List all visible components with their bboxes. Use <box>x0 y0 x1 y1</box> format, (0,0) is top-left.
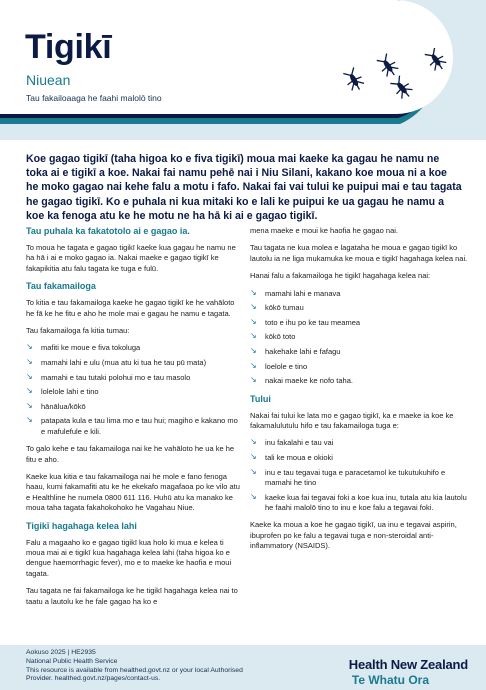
list-item: ↘ kōkō toto <box>250 331 296 342</box>
paragraph: Hanai falu a fakamailoga he tigikī hagahaga kelea nai: <box>250 271 431 281</box>
symptoms-list <box>26 343 244 437</box>
list-item: ↘ mamahi lahi e manava <box>250 287 341 298</box>
tagline: Tau fakailoaaga he faahi malolō tino <box>26 93 162 103</box>
paragraph: mena maeke e moui ke haofia he gagao nai. <box>250 226 399 235</box>
arrow-icon: ↘ <box>26 386 33 396</box>
list-item: ↘ mamahi e tau tutaki polohui mo e tau masolo <box>26 371 191 382</box>
paragraph: Kaeke kua kitia e tau fakamailoga nai he mole e fano fenoga haau, kumi fakamafiti atu ke he ekekafo magafaoa po ke vilo atu e Healthline he numela 0800 611 116. Huhū atu ka manako ke moua taha tagata fakahokohoko he Vagahau Niue. <box>26 472 240 513</box>
list-item: ↘ tali ke moua e okioki <box>250 452 333 462</box>
paragraph: Tau fakamailoga fa kitia tumau: <box>26 326 130 336</box>
arrow-icon: ↘ <box>250 437 257 447</box>
brand-logo-maori: Te Whatu Ora <box>351 673 429 687</box>
arrow-icon: ↘ <box>26 400 33 410</box>
list-item: ↘ loelole e tino <box>250 360 308 371</box>
footer-org: National Public Health Service <box>26 657 118 665</box>
footer-availability: This resource is available from healthed.govt.nz or your local Authorised <box>26 666 243 674</box>
severe-symptoms-list <box>250 289 470 387</box>
list-item: ↘ lolelole lahi e tino <box>26 386 99 397</box>
treatment-list <box>250 438 470 513</box>
arrow-icon: ↘ <box>250 287 257 297</box>
footer-contact: Provider. healthed.govt.nz/pages/contact-us. <box>26 675 161 683</box>
list-item: ↘ inu fakalahi e tau vai <box>250 437 334 448</box>
paragraph: Tau tagata ne fai fakamailoga ke he tigikī hagahaga kelea nai to taatu a lautolu ke he fale gagao ha ko e <box>26 586 238 606</box>
list-item: ↘ hakehake lahi e fafagu <box>250 346 341 356</box>
header-banner <box>0 0 486 140</box>
footer <box>0 645 486 690</box>
arrow-icon: ↘ <box>250 452 257 461</box>
footer-info <box>26 649 243 684</box>
arrow-icon: ↘ <box>250 316 257 326</box>
section-heading-transmission: Tau puhala ka fakatotolo ai e gagao ia. <box>26 226 190 236</box>
mosquito-icon <box>340 48 450 110</box>
arrow-icon: ↘ <box>250 331 257 341</box>
left-column <box>26 226 244 614</box>
paragraph: Falu a magaaho ko e gagao tigikī kua holo ki mua e kelea ti moua mai ai e tigikī kua hagahaga kelea lahi (taha higoa ko e dengue haemorrhagic fever), mo e to maeke ke haofia e moui tagata. <box>26 537 232 578</box>
arrow-icon: ↘ <box>250 346 257 355</box>
list-item: ↘ toto e ihu po ke tau meamea <box>250 316 361 327</box>
list-item: ↘ nakai maeke ke nofo taha. <box>250 375 353 386</box>
arrow-icon: ↘ <box>250 466 257 476</box>
list-item: ↘ inu e tau tegavai tuga e paracetamol ke tukutukuhifo e mamahi he tino <box>250 466 446 487</box>
arrow-icon: ↘ <box>250 360 257 370</box>
paragraph: Kaeke ka moua a koe he gagao tigikī, ua inu e tegavai aspirin, ibuprofen po ke falu a tegavai tuga e non-steroidal anti-inflammatory (NSAIDS). <box>250 520 457 551</box>
arrow-icon: ↘ <box>250 491 257 501</box>
paragraph: To galo kehe e tau fakamailoga nai ke he vahāloto he ua ke he fitu e aho. <box>26 444 235 464</box>
list-item: ↘ kaeke kua fai tegavai foki a koe kua inu, tutala atu kia lautolu he faahi malolō tino to inu e koe falu a tegavai foki. <box>250 491 467 512</box>
arrow-icon: ↘ <box>250 302 257 312</box>
footer-date-code: Aokuso 2025 | HE2935 <box>26 649 96 656</box>
right-column <box>250 226 470 559</box>
arrow-icon: ↘ <box>26 371 33 381</box>
section-heading-treatment: Tului <box>250 393 271 404</box>
arrow-icon: ↘ <box>250 375 257 385</box>
section-heading-severe-dengue: Tigikī hagahaga kelea lahi <box>26 520 137 531</box>
arrow-icon: ↘ <box>26 357 33 367</box>
list-item: ↘ mafiti ke moue e fiva tokoluga <box>26 342 141 353</box>
list-item: ↘ kōkō tumau <box>250 302 304 313</box>
page-title: Tigikī <box>25 28 112 66</box>
arrow-icon: ↘ <box>26 342 33 352</box>
paragraph: To kitia e tau fakamailoga kaeke he gagao tigikī ke he vahāloto he fā ke he fitu e aho he mole mai e gagau he namu e tagata. <box>26 298 235 318</box>
language-label: Niuean <box>26 72 71 88</box>
list-item: ↘ hānālua/kōkō <box>26 400 86 411</box>
arrow-icon: ↘ <box>26 415 33 425</box>
section-heading-symptoms: Tau fakamailoga <box>26 281 96 292</box>
paragraph: Nakai fai tului ke lata mo e gagao tigikī, ka e maeke ia koe ke fakamalulutulu hifo e tau fakamailoga tuga e: <box>250 410 454 430</box>
list-item: ↘ mamahi lahi e ulu (mua atu ki tua he tau pū mata) <box>26 357 207 368</box>
paragraph: To moua he tagata e gagao tigikī kaeke kua gagau he namu ne ha hā i ai e moko gagao ia. Nakai maeke e gagao tigikī ke fakapikitia atu falu tagata ke tuga e fulū. <box>26 243 236 273</box>
brand-logo-english: Health New Zealand <box>348 657 468 672</box>
list-item: ↘ patapata kula e tau lima mo e tau hui; magiho e kakano mo e mafulefule e kili. <box>26 415 238 436</box>
intro-paragraph: Koe gagao tigikī (taha higoa ko e fiva tigikī) moua mai kaeke ka gagau he namu ne toka ai e tigikī a koe. Nakai fai namu pehē nai i Niu Silani, kakano koe moua ni a koe he moko gagao nai kehe falu a motu i fafo. Nakai fai vai tului ke puipui mai e tau tagata he gagao tigikī. Ko e puhala ni kua mitaki ko e lali ke puipui ke ua gagau he namu a koe ka fenoga atu ke he motu ne ha hā ki ai e gagao tigikī. <box>26 153 462 222</box>
paragraph: Tau tagata ne kua molea e lagataha he moua e gagao tigikī ko lautolu ia ne liga mukamuka ke moua e tigikī hagahaga kelea nai. <box>250 243 468 263</box>
